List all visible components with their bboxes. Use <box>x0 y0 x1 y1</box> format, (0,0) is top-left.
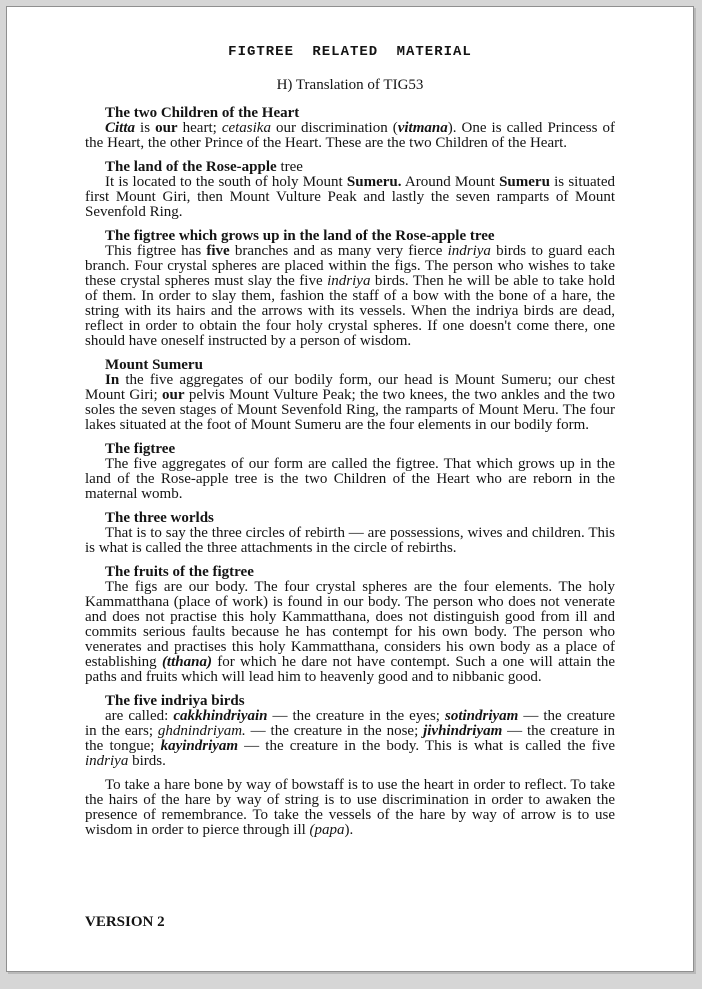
text-run: cetasika <box>221 120 271 136</box>
section <box>85 358 615 433</box>
text-run: It is located to the south of holy Mount <box>105 174 347 190</box>
text-run: — the creature in the nose; <box>245 723 424 739</box>
text-run: ). <box>344 822 354 838</box>
section-paragraph <box>85 526 615 556</box>
section-heading <box>85 358 615 373</box>
section-heading <box>85 229 615 244</box>
text-run: ghdnindriyam. <box>157 723 246 739</box>
text-run: for which he dare not have contempt. Such a one will attain the paths and fruits which will lead him to heavenly good and to nibbanic good. <box>85 654 615 685</box>
section-paragraph <box>85 778 615 838</box>
text-run: indriya <box>447 243 491 259</box>
section-paragraph <box>85 175 615 220</box>
version-label: VERSION 2 <box>85 914 165 930</box>
text-run: sotindriyam <box>444 708 519 724</box>
document-page <box>6 6 694 972</box>
text-run: That is to say the three circles of rebirth — are possessions, wives and children. This is what is called the three attachments in the circle of rebirths. <box>85 525 615 556</box>
text-run: Around Mount <box>401 174 500 190</box>
text-run: (papa <box>309 822 345 838</box>
text-run: jivhindriyam <box>423 723 503 739</box>
section-paragraph <box>85 121 615 151</box>
text-run: ). One is called Princess of the Heart, the other Prince of the Heart. These are the two Children of the Heart. <box>85 120 615 151</box>
text-run: The figtree <box>105 441 176 457</box>
text-run: Mount Sumeru <box>105 357 203 373</box>
section <box>85 694 615 769</box>
text-run: The two Children of the Heart <box>105 105 300 121</box>
text-run: In <box>105 372 120 388</box>
section <box>85 229 615 349</box>
text-run: The five aggregates of our form are called the figtree. That which grows up in the land of the Rose-apple tree is the two Children of the Heart who are reborn in the maternal womb. <box>85 456 615 502</box>
text-run: is <box>135 120 156 136</box>
text-run: vitmana <box>397 120 448 136</box>
section-paragraph <box>85 244 615 349</box>
text-run: heart; <box>177 120 222 136</box>
section <box>85 160 615 220</box>
text-run: kayindriyam <box>160 738 239 754</box>
text-run: To take a hare bone by way of bowstaff is to use the heart in order to reflect. To take the hairs of the hare by way of string is to use discrimination in order to awaken the presence of remembrance. To take the vessels of the hare by way of arrow is to use wisdom in order to pierce through ill <box>85 777 615 838</box>
text-run: tree <box>276 159 303 175</box>
text-run: The three worlds <box>105 510 214 526</box>
section <box>85 778 615 838</box>
section <box>85 511 615 556</box>
section <box>85 442 615 502</box>
text-run: pelvis Mount Vulture Peak; the two knees, the two ankles and the two soles the seven stages of Mount Sevenfold Ring, the ramparts of Mount Meru. The four lakes situated at the foot of Mount Sumeru are the four elements in our bodily form. <box>85 387 615 433</box>
text-run: our discrimination ( <box>270 120 398 136</box>
text-run: — the creature in the ears; <box>85 708 615 739</box>
section <box>85 106 615 151</box>
text-run: The land of the Rose-apple <box>105 159 277 175</box>
text-run: our <box>162 387 185 403</box>
section-heading <box>85 160 615 175</box>
section-paragraph <box>85 709 615 769</box>
text-run: The figs are our body. The four crystal spheres are the four elements. The holy Kammatthana (place of work) is found in our body. The person who does not venerate and does not practise this holy Kammatthana, does not distinguish good from ill and commits serious faults because he has contempt for his own body. The person who venerates and practises this holy Kammatthana, considers his own body as a place of establishing <box>85 579 615 670</box>
section-heading <box>85 565 615 580</box>
text-run: — the creature in the eyes; <box>267 708 445 724</box>
text-run: indriya <box>85 753 129 769</box>
section-heading <box>85 694 615 709</box>
text-run: The figtree which grows up in the land of the Rose-apple tree <box>105 228 495 244</box>
document-subtitle: H) Translation of TIG53 <box>276 77 424 93</box>
text-run: indriya <box>327 273 371 289</box>
text-run: five <box>206 243 230 259</box>
text-run: The five indriya birds <box>105 693 245 709</box>
text-run: The fruits of the figtree <box>105 564 254 580</box>
document-title: FIGTREE RELATED MATERIAL <box>228 44 472 60</box>
section-heading <box>85 442 615 457</box>
text-run: branches and as many very fierce <box>229 243 448 259</box>
text-run: the five aggregates of our bodily form, our head is Mount Sumeru; our chest Mount Giri; <box>85 372 615 403</box>
text-run: birds. <box>128 753 166 769</box>
section-paragraph <box>85 457 615 502</box>
text-run: is situated first Mount Giri, then Mount Vulture Peak and lastly the seven ramparts of Mount Sevenfold Ring. <box>85 174 615 220</box>
section <box>85 565 615 685</box>
text-run: Citta <box>105 120 136 136</box>
text-run: This figtree has <box>105 243 207 259</box>
text-run: are called: <box>105 708 174 724</box>
section-heading <box>85 106 615 121</box>
text-run: Sumeru. <box>346 174 402 190</box>
text-run: our <box>155 120 178 136</box>
text-run: cakkhindriyain <box>173 708 268 724</box>
section-paragraph <box>85 373 615 433</box>
sections <box>85 106 615 838</box>
text-run: — the creature in the body. This is what is called the five <box>238 738 615 754</box>
section-heading <box>85 511 615 526</box>
text-run: Sumeru <box>499 174 550 190</box>
text-run: birds to guard each branch. Four crystal spheres are placed within the figs. The person who wishes to take these crystal spheres must slay the five <box>85 243 615 289</box>
section-paragraph <box>85 580 615 685</box>
text-run: (tthana) <box>161 654 212 670</box>
text-run: — the creature in the tongue; <box>85 723 615 754</box>
text-run: birds. Then he will be able to take hold of them. In order to slay them, fashion the staff of a bow with the bone of a hare, the string with its hairs and the arrows with its vessels. When the indriya birds are dead, reflect in order to obtain the four holy crystal spheres. If one doesn't come there, one should have oneself instructed by a person of wisdom. <box>85 273 615 349</box>
